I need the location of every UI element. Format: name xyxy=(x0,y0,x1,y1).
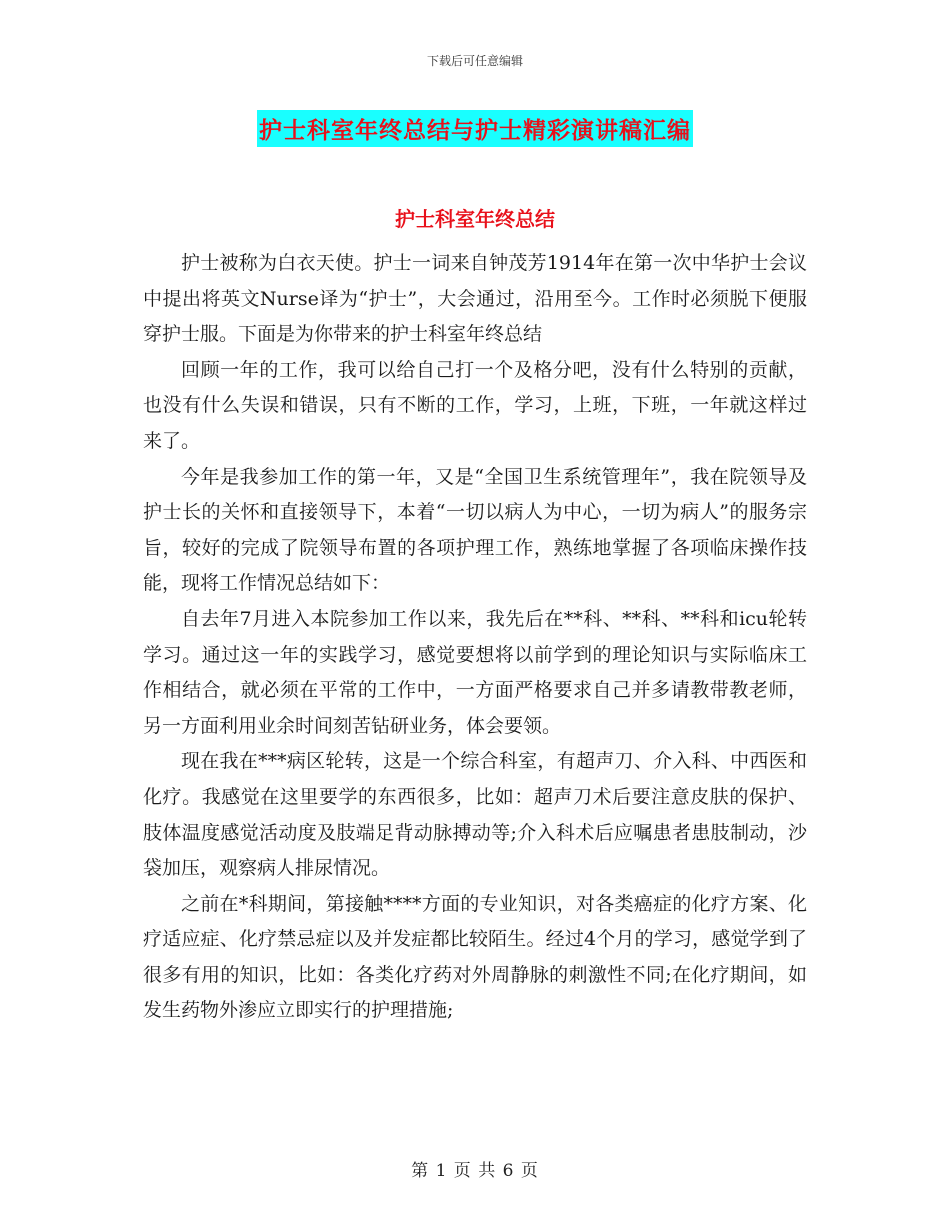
document-body xyxy=(143,246,807,1029)
page-header-note: 下载后可任意编辑 xyxy=(426,54,523,68)
paragraph: 回顾一年的工作，我可以给自己打一个及格分吧，没有什么特别的贡献，也没有什么失误和错误，只有不断的工作，学习，上班，下班，一年就这样过来了。 xyxy=(143,358,807,452)
page-number-footer: 第 1 页 共 6 页 xyxy=(411,1161,539,1181)
paragraph: 现在我在***病区轮转，这是一个综合科室，有超声刀、介入科、中西医和化疗。我感觉在这里要学的东西很多，比如：超声刀术后要注意皮肤的保护、肢体温度感觉活动度及肢端足背动脉搏动等;介入科术后应嘱患者患肢制动，沙袋加压，观察病人排尿情况。 xyxy=(143,750,807,880)
title-container xyxy=(0,110,950,147)
paragraph: 自去年7月进入本院参加工作以来，我先后在**科、**科、**科和icu轮转学习。通过这一年的实践学习，感觉要想将以前学到的理论知识与实际临床工作相结合，就必须在平常的工作中，一方面严格要求自己并多请教带教老师，另一方面利用业余时间刻苦钻研业务，体会要领。 xyxy=(143,607,807,737)
paragraph: 之前在*科期间，第接触****方面的专业知识，对各类癌症的化疗方案、化疗适应症、化疗禁忌症以及并发症都比较陌生。经过4个月的学习，感觉学到了很多有用的知识，比如：各类化疗药对外周静脉的刺激性不同;在化疗期间，如发生药物外渗应立即实行的护理措施; xyxy=(143,892,807,1022)
document-title: 护士科室年终总结与护士精彩演讲稿汇编 xyxy=(257,110,693,147)
section-subtitle: 护士科室年终总结 xyxy=(395,207,555,231)
paragraph: 护士被称为白衣天使。护士一词来自钟茂芳1914年在第一次中华护士会议中提出将英文Nurse译为“护士”，大会通过，沿用至今。工作时必须脱下便服穿护士服。下面是为你带来的护士科室年终总结 xyxy=(143,252,807,346)
paragraph: 今年是我参加工作的第一年，又是“全国卫生系统管理年”，我在院领导及护士长的关怀和直接领导下，本着“一切以病人为中心，一切为病人”的服务宗旨，较好的完成了院领导布置的各项护理工作，熟练地掌握了各项临床操作技能，现将工作情况总结如下： xyxy=(143,465,807,595)
